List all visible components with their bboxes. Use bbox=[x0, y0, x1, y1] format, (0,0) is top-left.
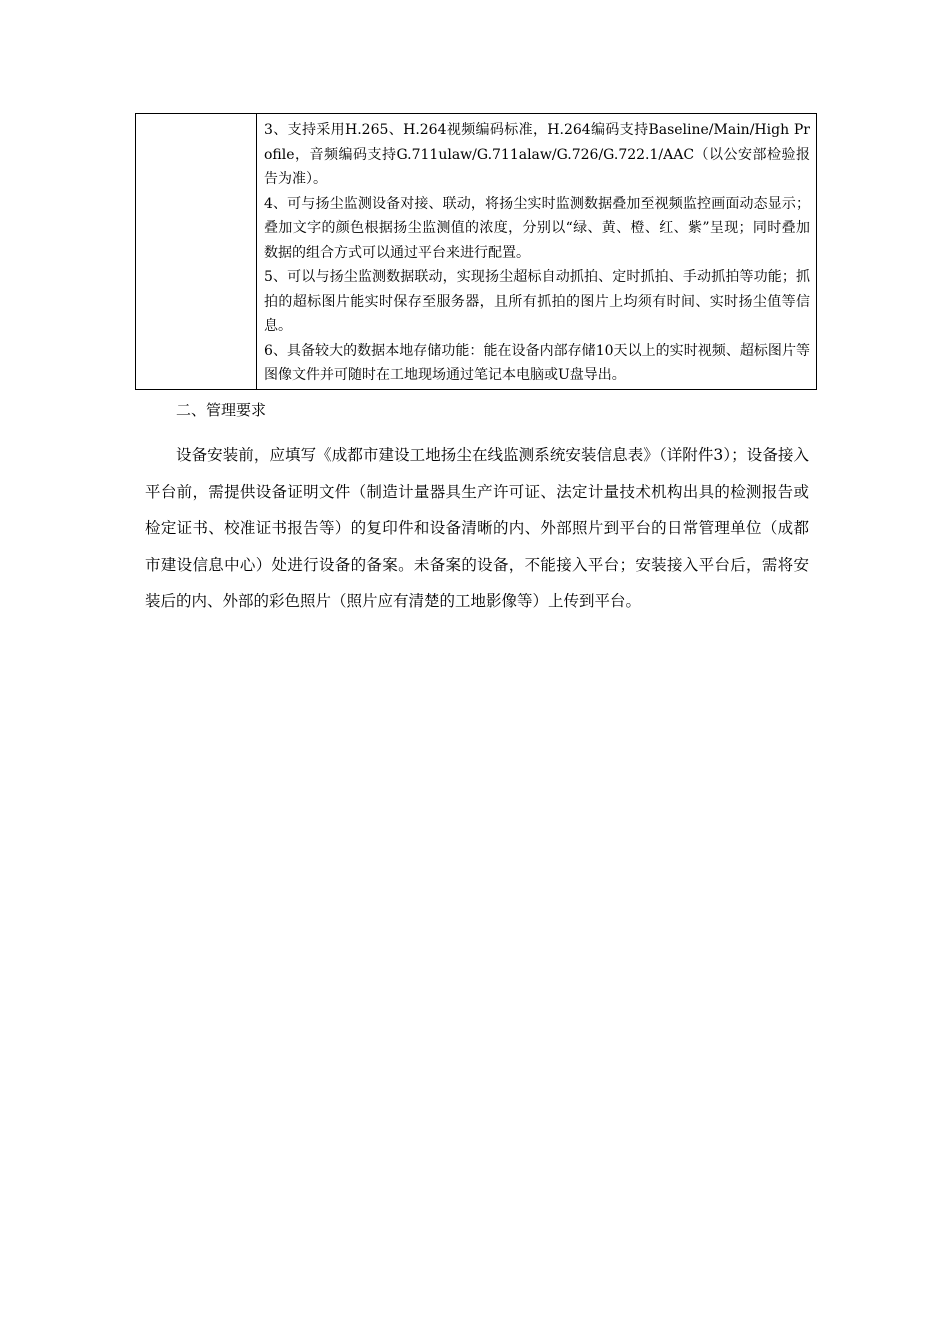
table-row bbox=[136, 114, 817, 390]
section-heading: 二、管理要求 bbox=[176, 401, 267, 419]
table-content-cell bbox=[257, 114, 817, 390]
requirement-item-4: 4、可与扬尘监测设备对接、联动，将扬尘实时监测数据叠加至视频监控画面动态显示；叠加文字的颜色根据扬尘监测值的浓度，分别以“绿、黄、橙、红、紫”呈现；同时叠加数据的组合方式可以通过平台来进行配置。 bbox=[264, 195, 810, 261]
requirement-item-3: 3、支持采用H.265、H.264视频编码标准，H.264编码支持Baseline/Main/High Profile，音频编码支持G.711ulaw/G.711alaw/G.726/G.722.1/AAC（以公安部检验报告为准）。 bbox=[264, 122, 810, 187]
requirements-table bbox=[135, 113, 817, 390]
table-label-cell bbox=[136, 114, 257, 390]
section-paragraph: 设备安装前，应填写《成都市建设工地扬尘在线监测系统安装信息表》（详附件3）；设备接入平台前，需提供设备证明文件（制造计量器具生产许可证、法定计量技术机构出具的检测报告或检定证书、校准证书报告等）的复印件和设备清晰的内、外部照片到平台的日常管理单位（成都市建设信息中心）处进行设备的备案。未备案的设备，不能接入平台；安装接入平台后，需将安装后的内、外部的彩色照片（照片应有清楚的工地影像等）上传到平台。 bbox=[145, 446, 809, 611]
requirement-item-5: 5、可以与扬尘监测数据联动，实现扬尘超标自动抓拍、定时抓拍、手动抓拍等功能；抓拍的超标图片能实时保存至服务器，且所有抓拍的图片上均须有时间、实时扬尘值等信息。 bbox=[264, 269, 810, 334]
requirement-item-6: 6、具备较大的数据本地存储功能：能在设备内部存储10天以上的实时视频、超标图片等图像文件并可随时在工地现场通过笔记本电脑或U盘导出。 bbox=[264, 342, 810, 383]
